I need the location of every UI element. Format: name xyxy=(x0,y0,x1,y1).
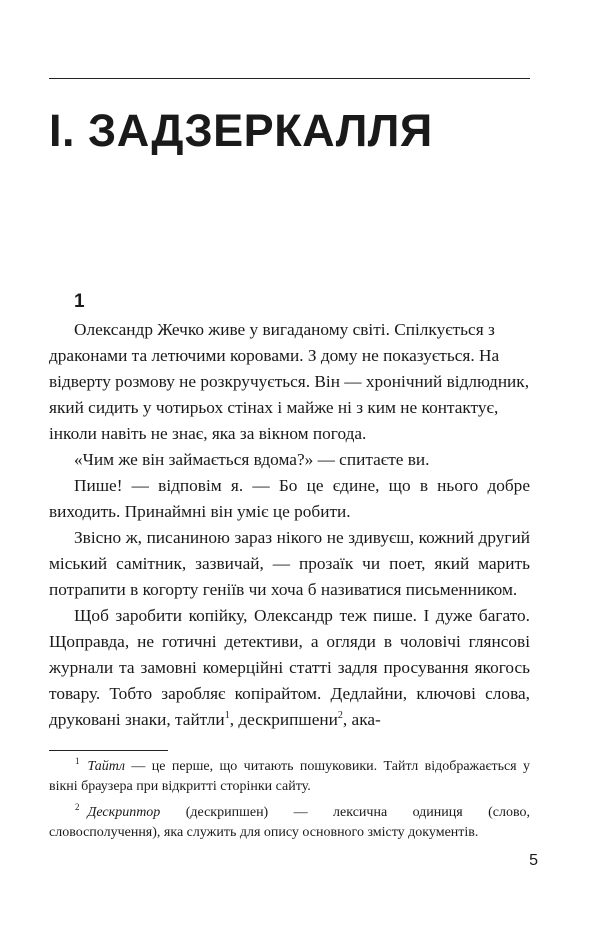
footnote-ref: 1 xyxy=(224,710,230,722)
footnote-separator xyxy=(49,750,168,751)
paragraph: «Чим же він займається вдома?» — спитаєте ви. xyxy=(74,450,430,469)
footnote-mark: 1 xyxy=(75,756,80,767)
footnote-mark: 2 xyxy=(75,802,80,813)
chapter-title: І. ЗАДЗЕРКАЛЛЯ xyxy=(49,105,433,156)
footnote-term: Дескриптор xyxy=(87,805,161,820)
footnote-text: — це перше, що читають пошуковики. Тайтл відображається у вікні браузера при відкритті сторінки сайту. xyxy=(49,759,530,794)
footnotes xyxy=(49,757,530,849)
paragraph-text: , дескрипшени xyxy=(229,710,338,729)
paragraph-text: Щоб заробити копійку, Олександр теж пише. І дуже багато. Щоправда, не готичні детективи, а огляди в чоловічі глянсові журнали та замовні комерційні статті задля просування якогось товару. Тобто заробляє копірайтом. Дедлайни, ключові слова, друковані знаки, тайтли xyxy=(49,606,530,729)
page-number: 5 xyxy=(529,852,538,869)
top-rule xyxy=(49,78,530,79)
footnote-text: (дескрипшен) — лексична одиниця (слово, словосполучення), яка служить для опису основного змісту документів. xyxy=(49,805,530,840)
footnote-term: Тайтл xyxy=(87,759,125,774)
footnote xyxy=(49,803,530,843)
paragraph: Пише! — відповім я. — Бо це єдине, що в нього добре виходить. Принаймні він уміє це робити. xyxy=(49,476,530,521)
footnote xyxy=(49,757,530,797)
paragraph xyxy=(49,603,530,733)
paragraph: Звісно ж, писаниною зараз нікого не здивуєш, кожний другий міський самітник, зазвичай, — прозаїк чи поет, який марить потрапити в когорту геніїв чи хоча б називатися письменником. xyxy=(49,528,530,599)
footnote-ref: 2 xyxy=(337,710,343,722)
paragraph: Олександр Жечко живе у вигаданому світі. Спілкується з драконами та летючими коровами. З дому не показується. На відверту розмову не розкручується. Він — хронічний відлюдник, який сидить у чотирьох стінах і майже ні з ким не контактує, інколи навіть не знає, яка за вікном погода. xyxy=(49,320,530,443)
body-text xyxy=(49,317,530,733)
paragraph-text: , ака- xyxy=(342,710,381,729)
section-number: 1 xyxy=(74,291,85,312)
